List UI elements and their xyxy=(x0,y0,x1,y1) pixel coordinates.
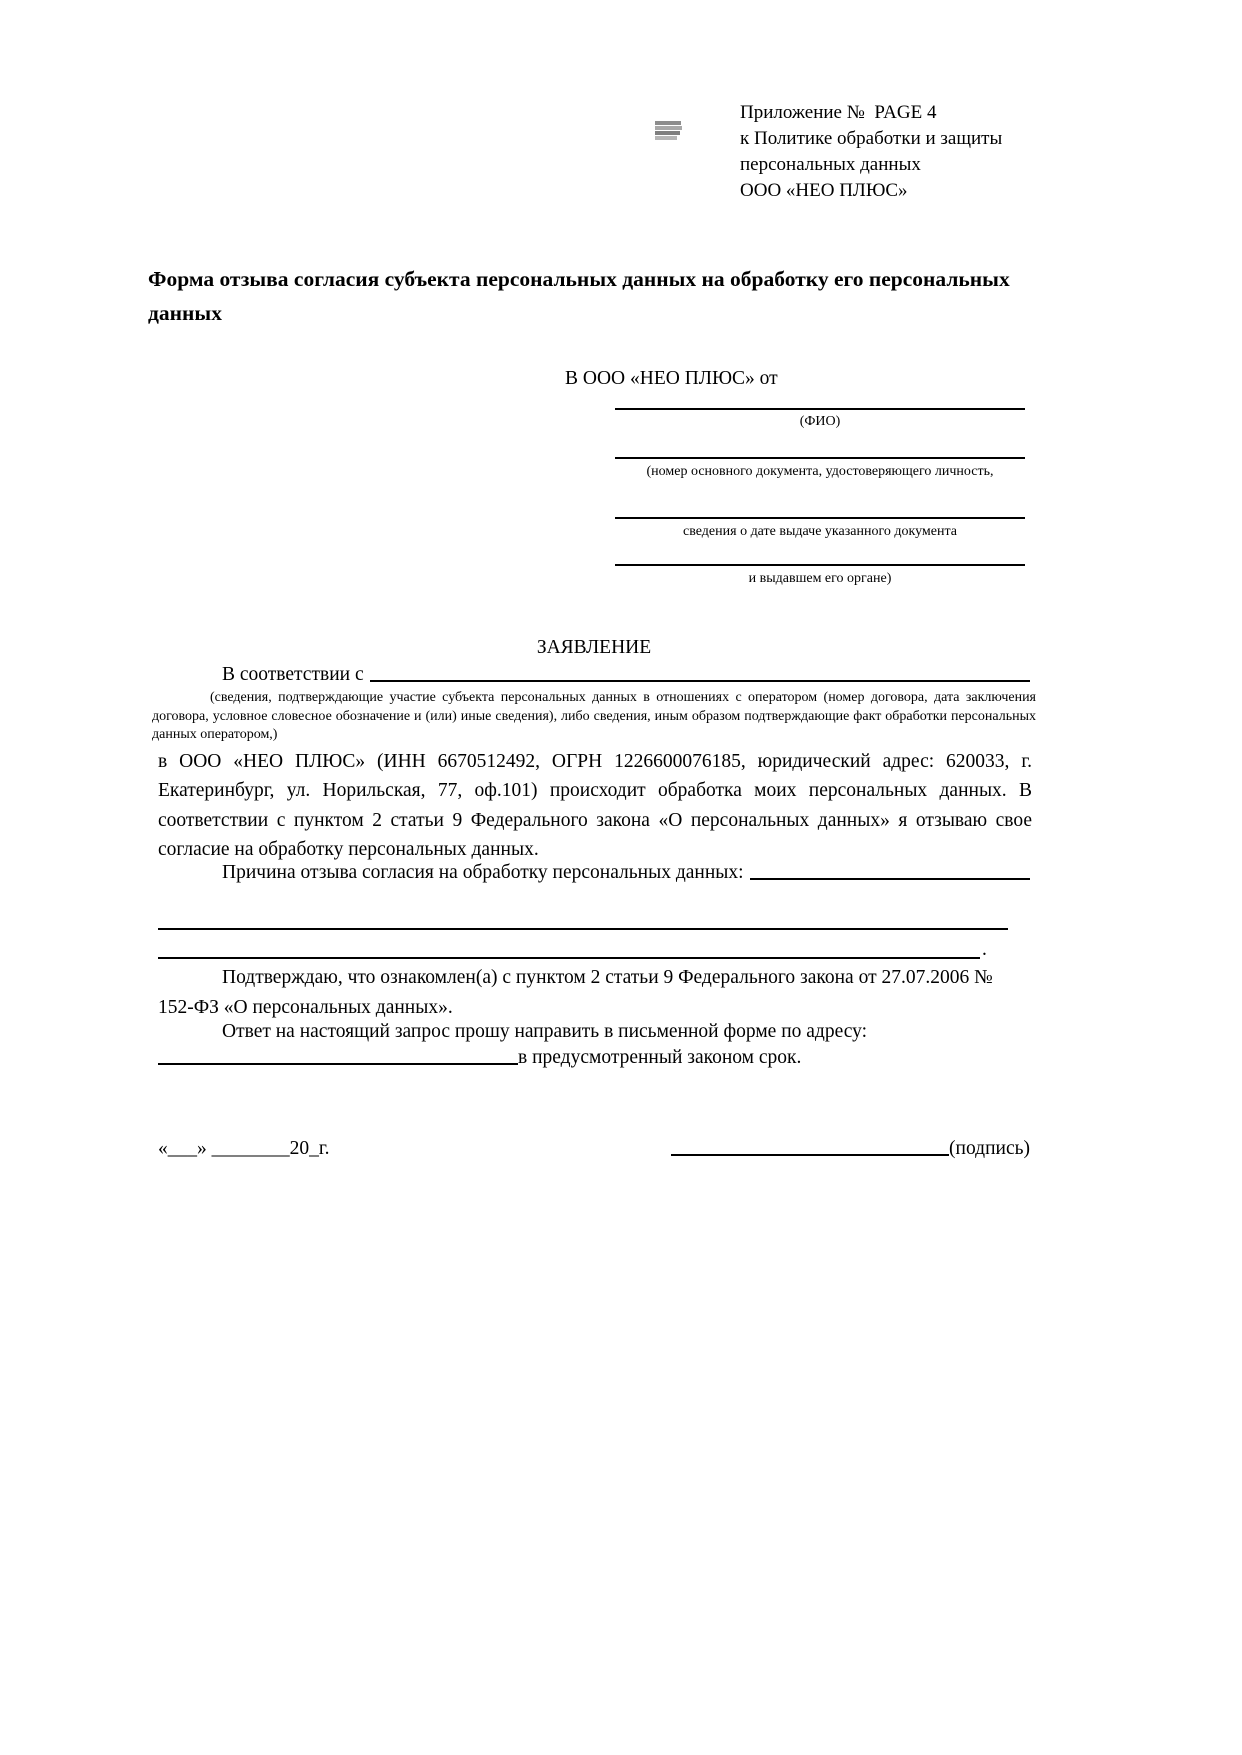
basis-input-line[interactable] xyxy=(370,680,1030,682)
reason-paragraph xyxy=(158,862,1030,884)
appendix-header xyxy=(740,100,1002,204)
issue-date-input-line[interactable] xyxy=(615,517,1025,519)
appendix-header-line: ООО «НЕО ПЛЮС» xyxy=(740,180,908,201)
appendix-header-line: к Политике обработки и защиты xyxy=(740,128,1003,149)
reason-continuation-line-2[interactable] xyxy=(158,957,980,959)
fio-input-line[interactable] xyxy=(615,408,1025,410)
statement-heading: ЗАЯВЛЕНИЕ xyxy=(536,637,652,658)
fio-caption: (ФИО) xyxy=(799,414,841,429)
reply-tail-text: в предусмотренный законом срок. xyxy=(518,1047,802,1068)
reply-address-input-line[interactable] xyxy=(158,1063,518,1065)
intro-label: В соответствии с xyxy=(222,664,364,685)
blurred-field-mark-icon xyxy=(655,121,682,140)
signature-caption: (подпись) xyxy=(949,1138,1030,1159)
appendix-header-line: персональных данных xyxy=(740,154,921,175)
issuing-authority-caption: и выдавшем его органе) xyxy=(748,571,892,586)
document-title: Форма отзыва согласия субъекта персональных данных на обработку его персональных данных xyxy=(148,267,1010,325)
statement-body: в ООО «НЕО ПЛЮС» (ИНН 6670512492, ОГРН 1226600076185, юридический адрес: 620033, г. Екатеринбург, ул. Норильская, 77, оф.101) происходит обработка моих персональных данных. В соответствии с пунктом 2 статьи 9 Федерального закона «О персональных данных» я отзываю свое согласие на обработку персональных данных. xyxy=(158,751,1032,860)
confirmation-paragraph: Подтверждаю, что ознакомлен(а) с пунктом 2 статьи 9 Федерального закона от 27.07.2006 № 152-ФЗ «О персональных данных». xyxy=(158,967,993,1018)
document-number-caption: (номер основного документа, удостоверяющего личность, xyxy=(646,464,994,479)
reply-request-paragraph: Ответ на настоящий запрос прошу направить в письменной форме по адресу: xyxy=(222,1021,868,1042)
appendix-header-line: Приложение № PAGE 4 xyxy=(740,102,937,123)
issuing-authority-input-line[interactable] xyxy=(615,564,1025,566)
reason-terminator: . xyxy=(982,939,987,960)
document-number-input-line[interactable] xyxy=(615,457,1025,459)
signature-input-line[interactable] xyxy=(671,1154,949,1156)
basis-footnote: (сведения, подтверждающие участие субъекта персональных данных в отношениях с оператором (номер договора, дата заключения договора, условное словесное обозначение и (или) иные сведения), либо сведения, иным образом подтверждающие факт обработки персональных данных оператором,) xyxy=(152,690,1036,742)
date-fill-line[interactable]: «___» ________20_г. xyxy=(158,1138,330,1159)
reply-address-line xyxy=(158,1047,1032,1069)
addressee-line: В ООО «НЕО ПЛЮС» от xyxy=(565,368,778,389)
issue-date-caption: сведения о дате выдаче указанного документа xyxy=(683,524,957,539)
reason-continuation-line-1[interactable] xyxy=(158,928,1008,930)
signature-group xyxy=(671,1138,1030,1160)
reason-label: Причина отзыва согласия на обработку персональных данных: xyxy=(222,862,744,883)
intro-paragraph xyxy=(158,664,1030,686)
reason-input-line[interactable] xyxy=(750,878,1030,880)
signature-row xyxy=(158,1138,1030,1160)
